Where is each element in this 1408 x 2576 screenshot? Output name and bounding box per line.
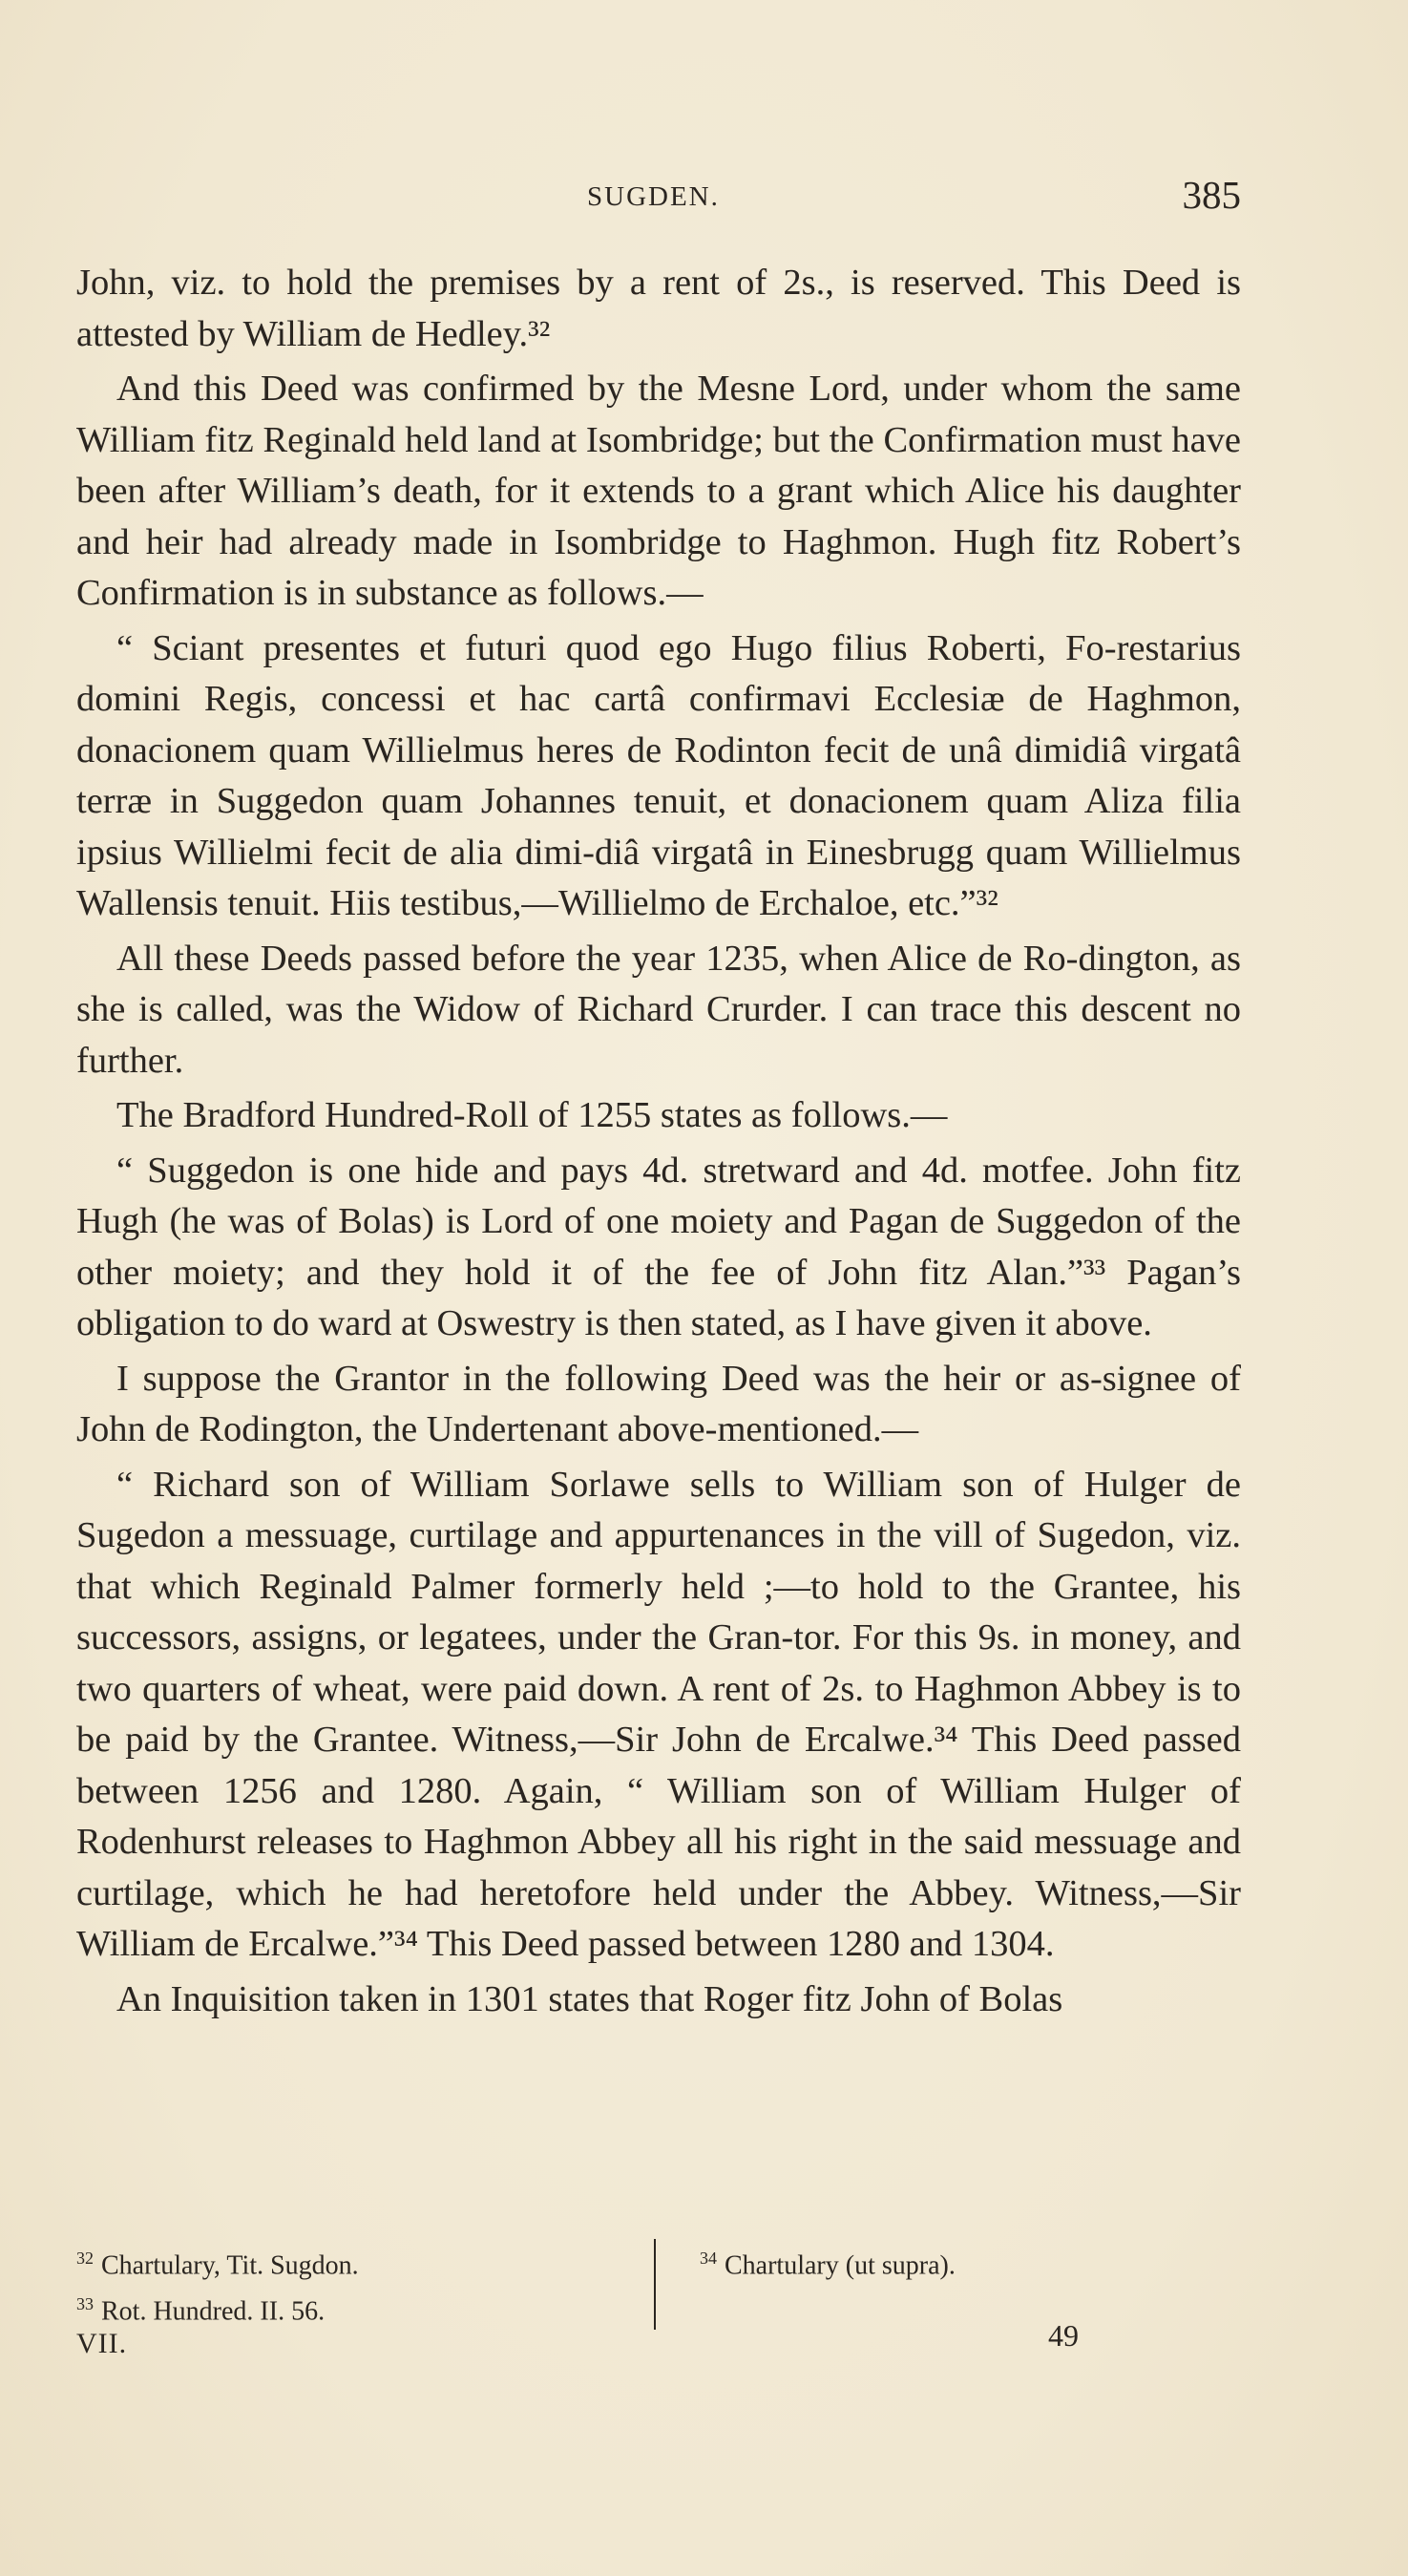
paragraph-7: I suppose the Grantor in the following Deed was the heir or as-signee of John de Rodington, the Undertenant above-mentioned.— xyxy=(76,1358,1241,1449)
paragraph-2: And this Deed was confirmed by the Mesne Lord, under whom the same William fitz Reginald held land at Isombridge; but the Confirmation must have been after William’s death, for it extends to a grant which Alice his daughter and heir had already made in Isombridge to Haghmon. Hugh fitz Robert’s Confirmation is in substance as follows.— xyxy=(76,369,1241,613)
paragraph-6: “ Suggedon is one hide and pays 4d. stretward and 4d. motfee. John fitz Hugh (he was of Bolas) is Lord of one moiety and Pagan de Suggedon of the other moiety; and they hold it of the fee of John fitz Alan.”³³ Pagan’s obligation to do ward at Oswestry is then stated, as I have given it above. xyxy=(76,1150,1241,1343)
paragraph-4: All these Deeds passed before the year 1235, when Alice de Ro-dington, as she is called, was the Widow of Richard Crurder. I can trace this descent no further. xyxy=(76,938,1241,1081)
running-title: SUGDEN. xyxy=(587,181,720,212)
footnote-32-number: 32 xyxy=(76,2249,94,2268)
footnote-33-text: Rot. Hundred. II. 56. xyxy=(101,2296,326,2327)
footnote-33-number: 33 xyxy=(76,2294,94,2314)
footnote-34-text: Chartulary (ut supra). xyxy=(725,2250,956,2281)
volume-signature: VII. xyxy=(76,2328,128,2359)
page-number: 385 xyxy=(1182,173,1241,217)
paragraph-5: The Bradford Hundred-Roll of 1255 states as follows.— xyxy=(116,1095,948,1135)
footnotes-right-column xyxy=(700,2239,1234,2285)
paragraph-8: “ Richard son of William Sorlawe sells to William son of Hulger de Sugedon a messuage, curtilage and appurtenances in the vill of Sugedon, viz. that which Reginald Palmer formerly held ;—to hold to the Grantee, his successors, assigns, or legatees, under the Gran-tor. For this 9s. in money, and two quarters of wheat, were paid down. A rent of 2s. to Haghmon Abbey is to be paid by the Grantee. Witness,—Sir John de Ercalwe.³⁴ This Deed passed between 1256 and 1280. Again, “ William son of William Hulger of Rodenhurst releases to Haghmon Abbey all his right in the said messuage and curtilage, which he had heretofore held under the Abbey. Witness,—Sir William de Ercalwe.”³⁴ This Deed passed between 1280 and 1304. xyxy=(76,1464,1241,1964)
footnote-34-number: 34 xyxy=(700,2249,717,2268)
body-text xyxy=(76,258,1241,2029)
footnote-column-divider xyxy=(654,2239,656,2330)
footnote-32-text: Chartulary, Tit. Sugdon. xyxy=(101,2250,359,2281)
paragraph-9: An Inquisition taken in 1301 states that Roger fitz John of Bolas xyxy=(116,1978,1063,2019)
footnote-34 xyxy=(700,2239,1234,2285)
paragraph-3: “ Sciant presentes et futuri quod ego Hugo filius Roberti, Fo-restarius domini Regis, concessi et hac cartâ confirmavi Ecclesiæ de Haghmon, donacionem quam Willielmus heres de Rodinton fecit de unâ dimidiâ virgatâ terræ in Suggedon quam Johannes tenuit, et donacionem quam Aliza filia ipsius Willielmi fecit de alia dimi-diâ virgatâ in Einesbrugg quam Willielmus Wallensis tenuit. Hiis testibus,—Willielmo de Erchaloe, etc.”³² xyxy=(76,627,1241,923)
running-head xyxy=(76,172,1241,229)
page-footer xyxy=(76,2318,1241,2366)
paragraph-1: John, viz. to hold the premises by a rent of 2s., is reserved. This Deed is attested by William de Hedley.³² xyxy=(76,263,1241,354)
sheet-number: 49 xyxy=(1048,2318,1079,2353)
footnote-32 xyxy=(76,2239,611,2285)
